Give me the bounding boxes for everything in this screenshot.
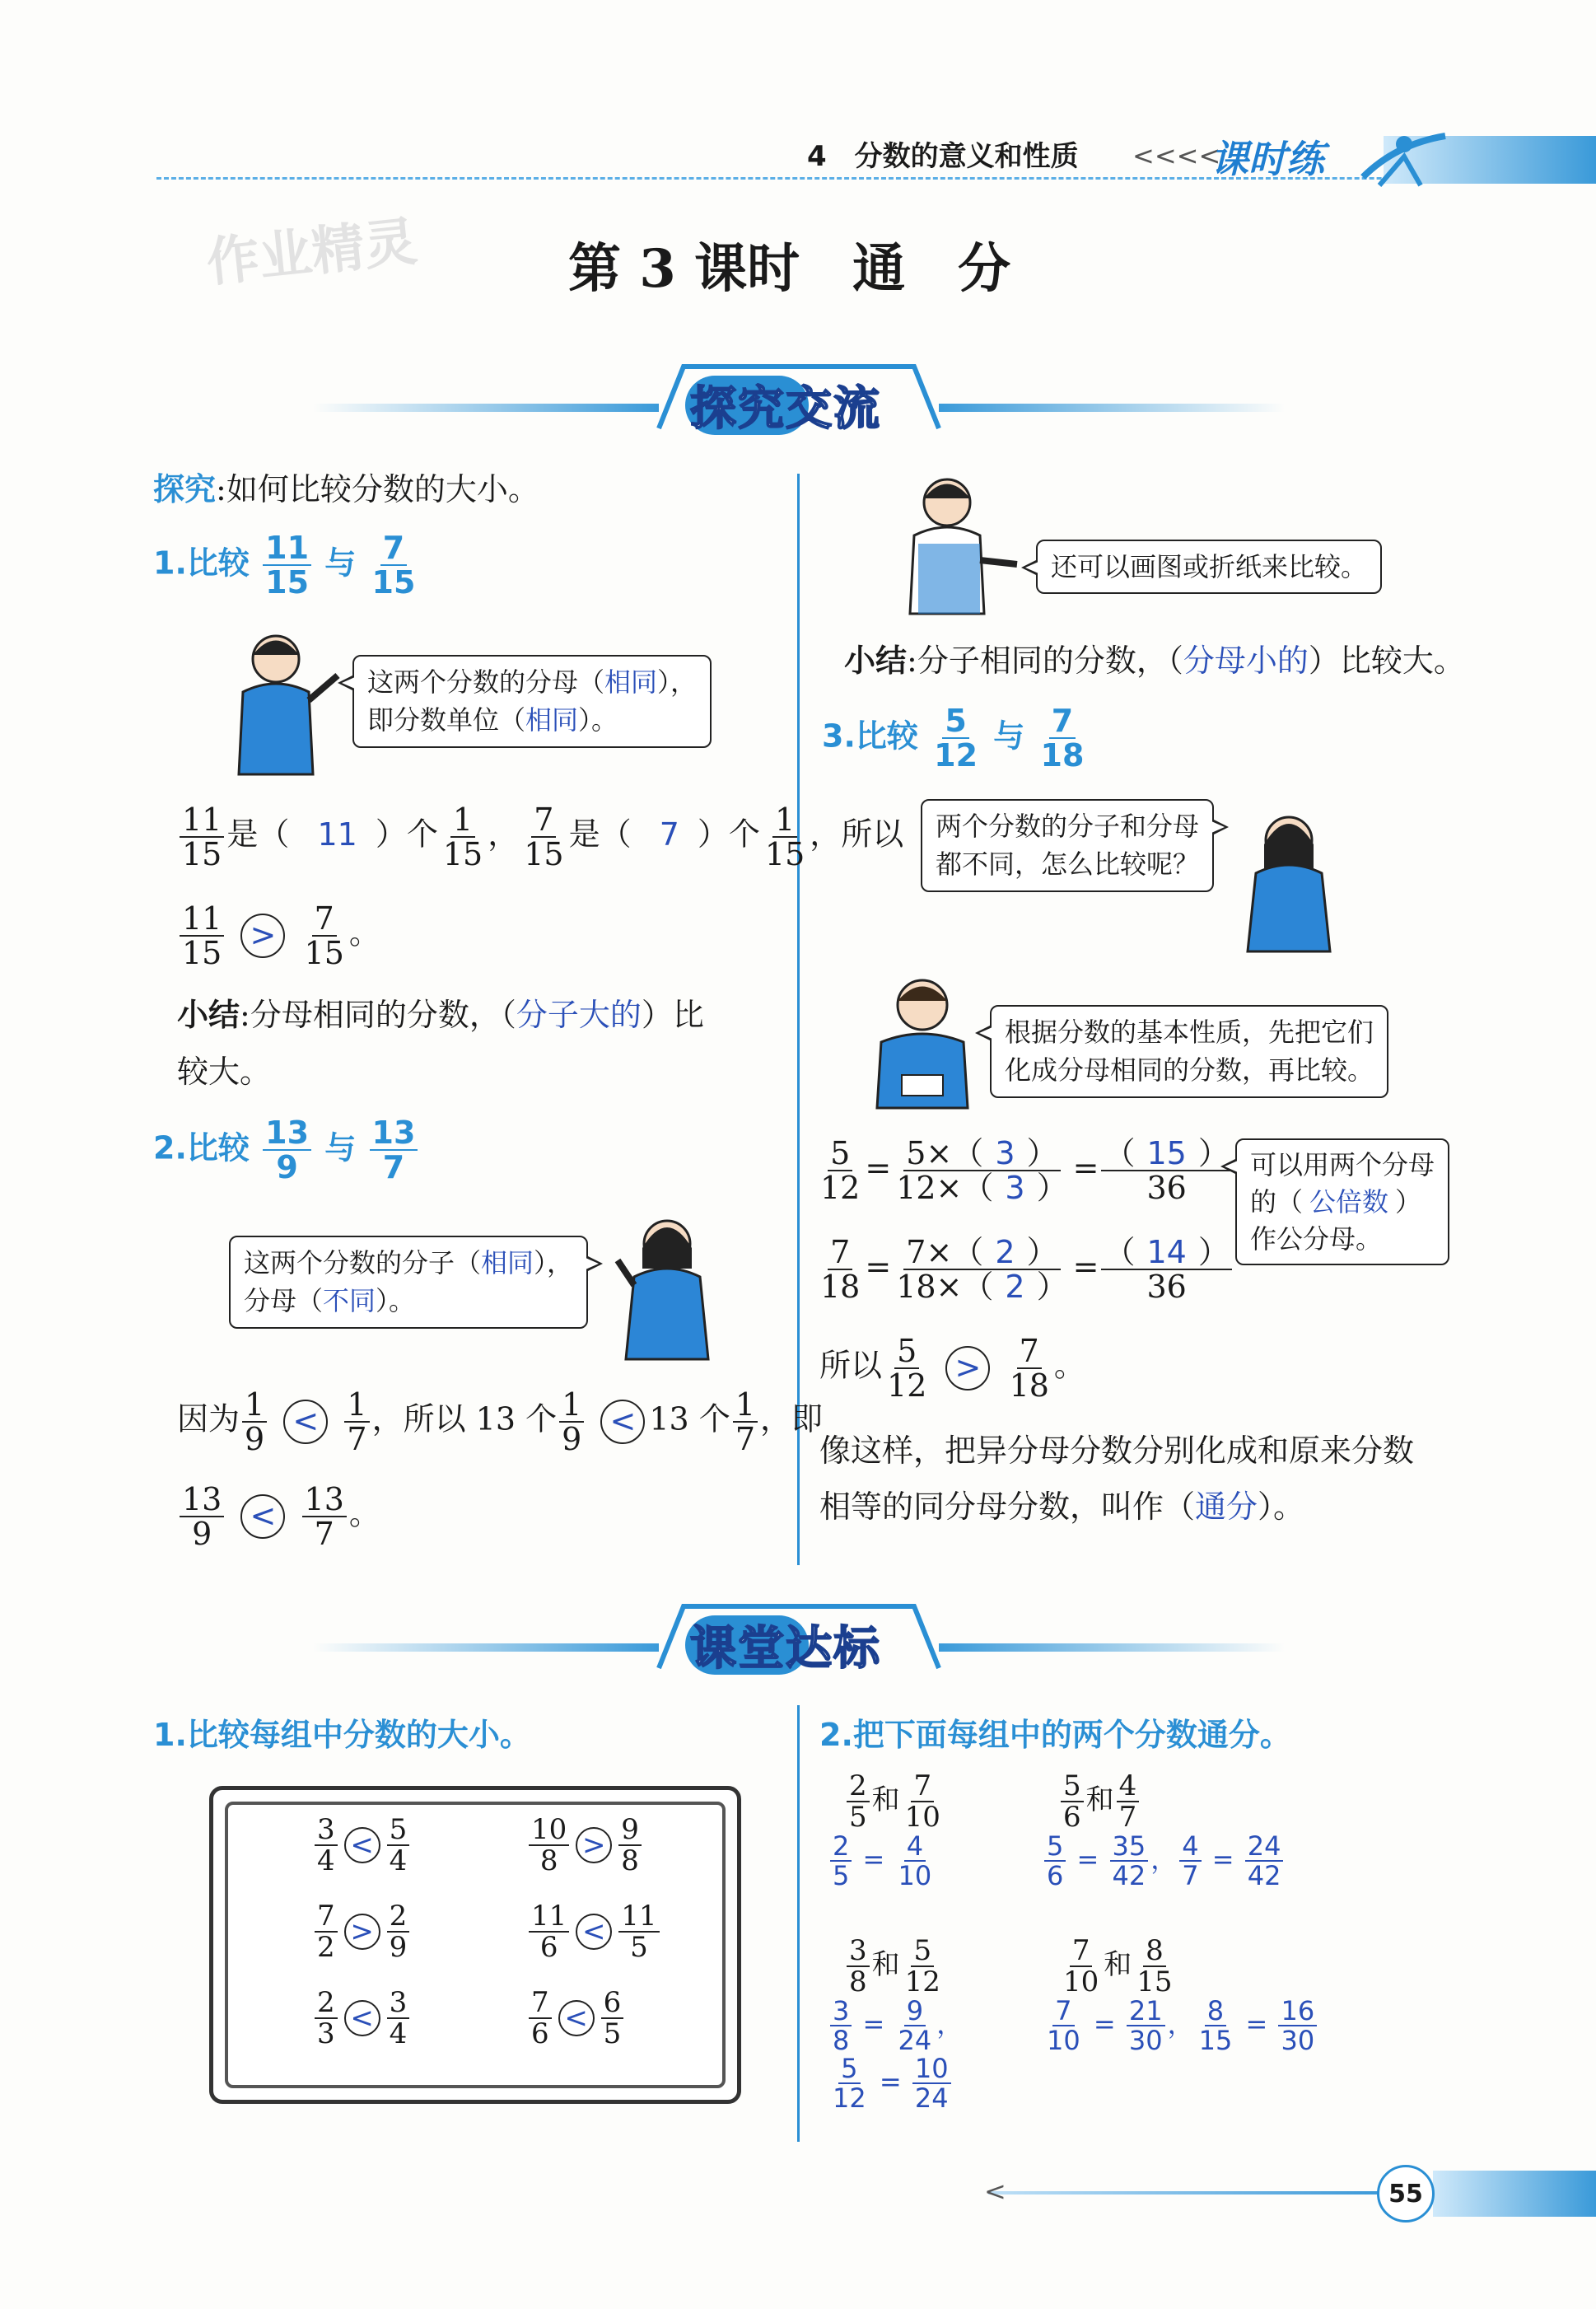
compare-pair [312, 1815, 412, 1876]
boy-bubble: 根据分数的基本性质，先把它们 化成分母相同的分数，再比较。 [990, 1005, 1388, 1098]
page-title: 第 3 课时 通 分 [568, 238, 1011, 300]
eq2-multiplier-den: 2 [1005, 1269, 1025, 1305]
reduce-fraction-b: $\frac{8}{15}$ [1136, 1934, 1173, 1998]
reduce-fraction-b: $\frac{7}{10}$ [904, 1769, 940, 1834]
practice1-grid [263, 1815, 691, 2078]
boy-pointing-illustration-icon [902, 470, 1025, 618]
answer-left: $\frac{7}{10}$ [1047, 1995, 1080, 2056]
q2-compare: $\frac{13}{9}$ < $\frac{13}{7}$ 。 [177, 1483, 380, 1550]
equation-2: $\frac{7}{18}$ = $\frac{7\times( 2 )}{18\times( 2 )}$ = $\frac{( 14 )}{36}$ [815, 1236, 1234, 1303]
compare-right-fraction: $\frac{5}{4}$ [387, 1815, 410, 1876]
answer-right: $\frac{35}{42}$ [1110, 1832, 1149, 1890]
q1-link: 与 [324, 545, 357, 582]
right-bubble-top: 还可以画图或折纸来比较。 [1036, 540, 1382, 594]
q1-answer-same-unit: 相同 [525, 704, 579, 736]
banner2-line-right [939, 1643, 1285, 1652]
answer-right: $\frac{4}{10}$ [898, 1830, 932, 1891]
q1-answer-same-den: 相同 [604, 666, 658, 698]
page-number: 55 [1377, 2165, 1435, 2223]
reduce-fraction-a: $\frac{7}{10}$ [1063, 1934, 1099, 1998]
banner2-line-left [313, 1643, 659, 1652]
compare-symbol: > [344, 1914, 380, 1950]
reduce-group [828, 1936, 963, 2112]
girl-illustration-icon [614, 1211, 721, 1367]
reduce-group [1042, 1771, 1286, 1890]
conclusion-line2: 相等的同分母分数，叫作（通分）。 [819, 1489, 1305, 1525]
chapter-title: 4 分数的意义和性质 [807, 140, 1079, 173]
q1-frac-b: $\frac{7}{15}$ [371, 530, 416, 601]
compare-right-fraction: $\frac{2}{9}$ [387, 1901, 410, 1962]
compare-pair [526, 1815, 644, 1876]
practice1-heading: 1.比较每组中分数的大小。 [153, 1717, 531, 1753]
compare-right-fraction: $\frac{9}{8}$ [618, 1815, 642, 1876]
eq1-multiplier-num: 3 [995, 1135, 1015, 1171]
watermark: 作业精灵 [203, 211, 420, 295]
brand-swoosh-icon [1355, 128, 1454, 194]
compare-right-fraction: $\frac{11}{5}$ [618, 1901, 659, 1962]
q2-answer-den: 不同 [323, 1285, 376, 1317]
q2-heading: 2.比较 $\frac{13}{9}$ 与 $\frac{13}{7}$ [153, 1116, 420, 1184]
reduce-fraction-b: $\frac{5}{12}$ [904, 1934, 940, 1998]
answer-left: $\frac{2}{5}$ [830, 1832, 852, 1890]
boy-illustration-icon [231, 626, 346, 783]
q1-summary-cont: 较大。 [177, 1054, 272, 1090]
practice2-area [819, 1771, 1561, 2134]
compare-right-fraction: $\frac{6}{5}$ [601, 1988, 624, 2049]
q1-summary-answer: 分子大的 [516, 997, 642, 1033]
footer-arrow: < [984, 2176, 1006, 2207]
answer-left: $\frac{4}{7}$ [1179, 1832, 1201, 1890]
reduce-question: $\frac{5}{6}$ 和 $\frac{4}{7}$ [1058, 1771, 1286, 1832]
compare-pair [526, 1988, 626, 2049]
reduce-question: $\frac{2}{5}$ 和 $\frac{7}{10}$ [844, 1771, 945, 1832]
q1-compare: $\frac{11}{15}$ > $\frac{7}{15}$ 。 [177, 902, 380, 970]
reduce-fraction-b: $\frac{4}{7}$ [1117, 1771, 1140, 1832]
brand-logo: 课时练 [1211, 137, 1324, 181]
q1-bubble: 这两个分数的分母（相同）， 即分数单位（相同）。 [352, 655, 712, 748]
compare-left-fraction: $\frac{10}{8}$ [529, 1815, 569, 1876]
compare-left-fraction: $\frac{7}{2}$ [315, 1901, 338, 1962]
eq2-multiplier-num: 2 [995, 1234, 1015, 1270]
compare-symbol: < [558, 2000, 595, 2036]
explore-label: 探究 [153, 471, 217, 507]
compare-symbol: < [344, 2000, 380, 2036]
compare-left-fraction: $\frac{11}{6}$ [529, 1901, 569, 1962]
q1-summary: 小结:分母相同的分数，（分子大的）比 [177, 996, 704, 1033]
reduce-group [1042, 1936, 1319, 2054]
conclusion-answer: 通分 [1195, 1489, 1258, 1525]
compare-left-fraction: $\frac{2}{3}$ [315, 1988, 338, 2049]
header-arrows: <<<< [1132, 140, 1221, 171]
side-bubble: 可以用两个分母 的（ 公倍数 ） 作公分母。 [1235, 1138, 1449, 1265]
compare-symbol: < [344, 1827, 380, 1863]
banner-line-left [313, 404, 659, 412]
q2-reason: 因为 $\frac{1}{9}$ < $\frac{1}{7}$ ，所以 13 个 $\frac{1}{9}$ < 13 个 $\frac{1}{7}$ ，即 [177, 1386, 824, 1457]
reduce-question: $\frac{3}{8}$ 和 $\frac{5}{12}$ [844, 1936, 963, 1997]
answer-left: $\frac{3}{8}$ [830, 1997, 852, 2054]
banner-line-right [939, 404, 1285, 412]
conclusion-line1: 像这样，把异分母分数分别化成和原来分数 [819, 1433, 1415, 1469]
reduce-fraction-a: $\frac{2}{5}$ [847, 1771, 870, 1832]
boy-explaining-illustration-icon [865, 972, 980, 1112]
reduce-answer: $\frac{2}{5}$ = $\frac{4}{10}$ [828, 1832, 945, 1890]
q1-frac-a: $\frac{11}{15}$ [263, 531, 311, 599]
banner2-title: 课堂达标 [690, 1622, 881, 1676]
eq1-multiplier-den: 3 [1005, 1170, 1025, 1206]
side-answer: 公倍数 [1309, 1185, 1389, 1218]
compare-right-fraction: $\frac{3}{4}$ [387, 1988, 410, 2049]
compare-symbol: > [576, 1827, 612, 1863]
equation-1: $\frac{5}{12}$ = $\frac{5\times( 3 )}{12\times( 3 )}$ = $\frac{( 15 )}{36}$ [815, 1137, 1234, 1204]
answer-right: $\frac{16}{30}$ [1278, 1997, 1317, 2054]
compare-pair [312, 1901, 412, 1962]
q2-answer-num: 相同 [481, 1247, 534, 1278]
answer-right: $\frac{10}{24}$ [912, 2054, 951, 2112]
footer-stripe [1433, 2171, 1596, 2217]
reduce-group [828, 1771, 945, 1890]
compare-left-fraction: $\frac{3}{4}$ [315, 1815, 338, 1876]
q1-label: 1.比较 [153, 545, 250, 582]
reduce-fraction-a: $\frac{3}{8}$ [847, 1936, 870, 1997]
q2-bubble: 这两个分数的分子（相同）， 分母（不同）。 [229, 1236, 588, 1329]
compare-symbol: < [576, 1914, 612, 1950]
practice1-board [209, 1786, 741, 2104]
q2-summary-answer: 分母小的 [1183, 643, 1309, 679]
answer-left: $\frac{5}{6}$ [1044, 1832, 1066, 1890]
q1-answer-7: 7 [659, 816, 679, 853]
girl-thinking-illustration-icon [1239, 807, 1338, 956]
reduce-question: $\frac{7}{10}$ 和 $\frac{8}{15}$ [1058, 1936, 1319, 1997]
q2-compare-3: < [240, 1494, 285, 1539]
q3-heading: 3.比较 $\frac{5}{12}$ 与 $\frac{7}{18}$ [822, 703, 1085, 774]
reduce-answer: $\frac{3}{8}$ = $\frac{9}{24}$ ， $\frac{5}{12}$ = $\frac{10}{24}$ [828, 1997, 963, 2112]
answer-right: $\frac{9}{24}$ [898, 1995, 932, 2056]
answer-left: $\frac{5}{12}$ [833, 2053, 866, 2114]
answer-right: $\frac{24}{42}$ [1245, 1832, 1284, 1890]
eq2-result-num: 14 [1146, 1234, 1187, 1270]
compare-left-fraction: $\frac{7}{6}$ [529, 1988, 552, 2049]
q2-summary: 小结:分子相同的分数，（分母小的）比较大。 [844, 642, 1465, 679]
reduce-answer: $\frac{7}{10}$ = $\frac{21}{30}$ ， $\frac{8}{15}$ = $\frac{16}{30}$ [1042, 1997, 1319, 2054]
q2-compare-1: < [283, 1400, 328, 1444]
eq1-result-num: 15 [1146, 1135, 1187, 1171]
answer-right: $\frac{21}{30}$ [1127, 1997, 1165, 2054]
banner-title: 探究交流 [690, 382, 881, 436]
header-bar [156, 136, 1596, 185]
q2-compare-2: < [600, 1400, 645, 1444]
girl-bubble: 两个分数的分子和分母 都不同，怎么比较呢？ [921, 799, 1214, 892]
compare-pair [312, 1988, 412, 2049]
compare-pair [526, 1901, 662, 1962]
practice2-heading: 2.把下面每组中的两个分数通分。 [819, 1717, 1291, 1753]
reduce-fraction-a: $\frac{5}{6}$ [1061, 1771, 1084, 1832]
q1-line1: $\frac{11}{15}$ 是（ 11 ）个 $\frac{1}{15}$ ， $\frac{7}{15}$ 是（ 7 ）个 $\frac{1}{15}$ ，所以 [177, 803, 903, 871]
footer-line [988, 2191, 1433, 2194]
q1-heading [153, 531, 420, 599]
explore-intro [153, 468, 539, 512]
q1-compare-symbol: > [240, 914, 285, 958]
answer-left: $\frac{8}{15}$ [1198, 1995, 1233, 2056]
column-divider-2 [797, 1705, 800, 2142]
q1-answer-11: 11 [317, 816, 357, 853]
explore-question: :如何比较分数的大小。 [216, 471, 539, 507]
q3-compare-symbol: > [945, 1346, 990, 1391]
reduce-answer: $\frac{5}{6}$ = $\frac{35}{42}$ ， $\frac{4}{7}$ = $\frac{24}{42}$ [1042, 1832, 1286, 1890]
q3-compare: 所以 $\frac{5}{12}$ > $\frac{7}{18}$ 。 [819, 1333, 1085, 1404]
